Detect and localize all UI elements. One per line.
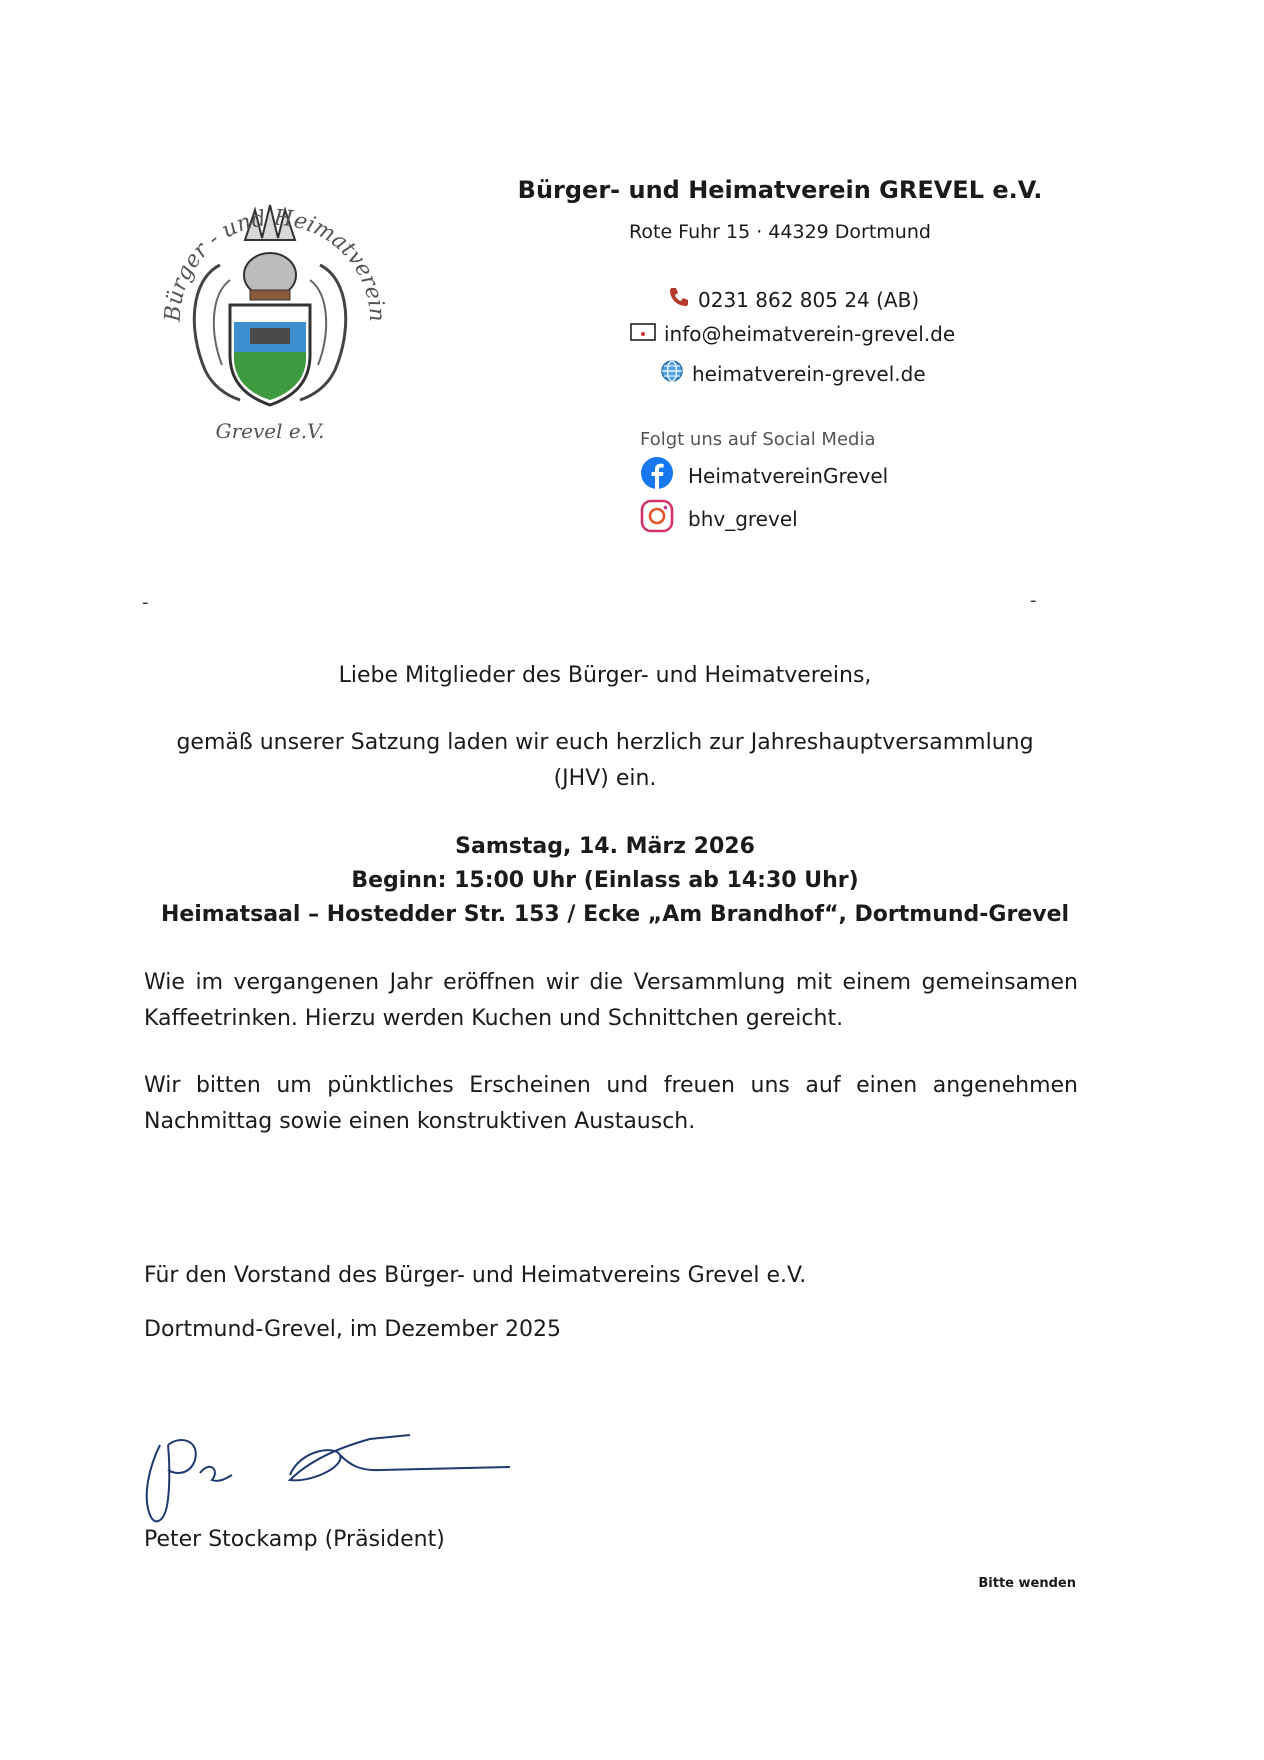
fold-mark-left: - bbox=[142, 592, 149, 613]
instagram-handle[interactable]: bhv_grevel bbox=[688, 506, 798, 531]
please-turn-over-note: Bitte wenden bbox=[978, 1576, 1076, 1591]
email-line bbox=[630, 322, 955, 346]
organization-name: Bürger- und Heimatverein GREVEL e.V. bbox=[517, 176, 1043, 204]
website-url[interactable]: heimatverein-grevel.de bbox=[692, 361, 926, 386]
event-time: Beginn: 15:00 Uhr (Einlass ab 14:30 Uhr) bbox=[351, 868, 859, 893]
fold-mark-right: - bbox=[1030, 590, 1037, 611]
phone-icon bbox=[668, 286, 690, 313]
instagram-line bbox=[640, 499, 798, 538]
facebook-handle[interactable]: HeimatvereinGrevel bbox=[688, 463, 889, 488]
email-address[interactable]: info@heimatverein-grevel.de bbox=[664, 322, 956, 346]
signer-name: Peter Stockamp (Präsident) bbox=[144, 1527, 445, 1552]
website-line bbox=[660, 359, 926, 388]
paragraph-coffee: Wie im vergangenen Jahr eröffnen wir die Versammlung mit einem gemeinsamen Kaffeetrinken. Hierzu werden Kuchen und Schnittchen gereicht. bbox=[144, 970, 1078, 1031]
logo-bottom-text: Grevel e.V. bbox=[215, 419, 325, 443]
closing-line-date: Dortmund-Grevel, im Dezember 2025 bbox=[144, 1317, 561, 1342]
phone-number: 0231 862 805 24 (AB) bbox=[698, 287, 920, 312]
event-location: Heimatsaal – Hostedder Str. 153 / Ecke „Am Brandhof“, Dortmund-Grevel bbox=[160, 902, 1070, 927]
club-logo bbox=[150, 170, 390, 450]
closing-line-board: Für den Vorstand des Bürger- und Heimatvereins Grevel e.V. bbox=[144, 1263, 807, 1288]
phone-line bbox=[668, 286, 919, 313]
event-date: Samstag, 14. März 2026 bbox=[455, 834, 755, 859]
organization-address: Rote Fuhr 15 · 44329 Dortmund bbox=[629, 221, 931, 243]
paragraph-punctuality: Wir bitten um pünktliches Erscheinen und freuen uns auf einen angenehmen Nachmittag sowie einen konstruktiven Austausch. bbox=[144, 1073, 1078, 1134]
instagram-icon bbox=[640, 499, 674, 538]
logo-arc-text: Bürger - und Heimatverein bbox=[160, 205, 390, 323]
envelope-icon bbox=[630, 322, 656, 346]
facebook-line bbox=[640, 456, 888, 495]
globe-icon bbox=[660, 359, 684, 388]
greeting: Liebe Mitglieder des Bürger- und Heimatvereins, bbox=[338, 663, 872, 688]
facebook-icon bbox=[640, 456, 674, 495]
crest-image bbox=[150, 170, 390, 450]
invitation-line-2: (JHV) ein. bbox=[553, 766, 657, 791]
social-media-title: Folgt uns auf Social Media bbox=[640, 429, 876, 450]
invitation-line-1: gemäß unserer Satzung laden wir euch herzlich zur Jahreshauptversammlung bbox=[176, 730, 1034, 755]
